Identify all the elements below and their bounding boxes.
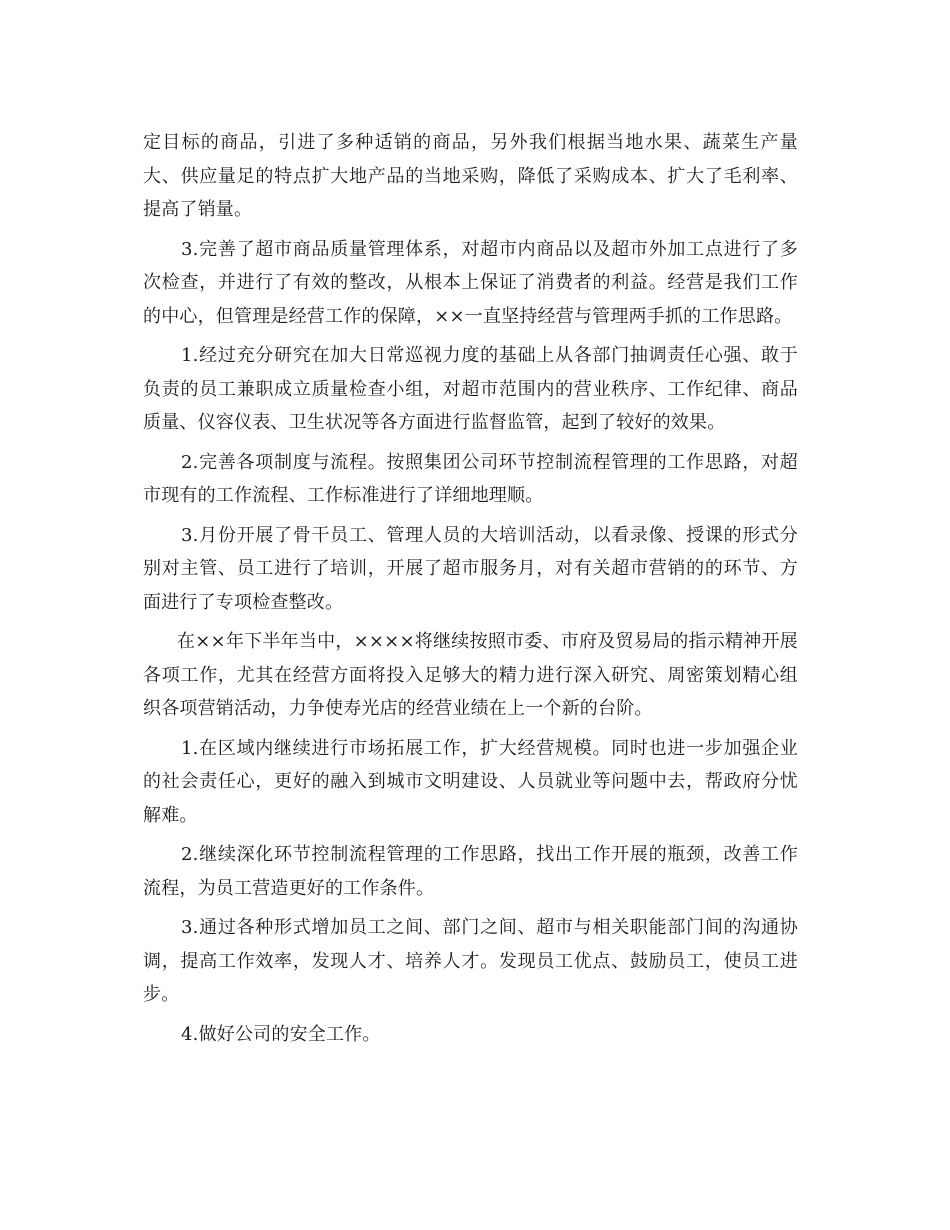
- paragraph-item-3-quality: 3.完善了超市商品质量管理体系，对超市内商品以及超市外加工点进行了多次检查，并进行了有效的整改，从根本上保证了消费者的利益。经营是我们工作的中心，但管理是经营工作的保障，××一直坚持经营与管理两手抓的工作思路。: [143, 238, 798, 327]
- paragraph-plan-2: 2.继续深化环节控制流程管理的工作思路，找出工作开展的瓶颈，改善工作流程，为员工营造更好的工作条件。: [143, 844, 798, 899]
- paragraph-plan-4: 4.做好公司的安全工作。: [181, 1023, 381, 1045]
- paragraph-plan-1: 1.在区域内继续进行市场拓展工作，扩大经营规模。同时也进一步加强企业的社会责任心，更好的融入到城市文明建设、人员就业等问题中去，帮政府分忧解难。: [143, 737, 798, 826]
- paragraph-item-1-inspection: 1.经过充分研究在加大日常巡视力度的基础上从各部门抽调责任心强、敢于负责的员工兼职成立质量检查小组，对超市范围内的营业秩序、工作纪律、商品质量、仪容仪表、卫生状况等各方面进行监督监管，起到了较好的效果。: [143, 345, 798, 433]
- paragraph-plan-intro: 在××年下半年当中，××××将继续按照市委、市府及贸易局的指示精神开展各项工作，尤其在经营方面将投入足够大的精力进行深入研究、周密策划精心组织各项营销活动，力争使寿光店的经营业绩在上一个新的台阶。: [143, 631, 798, 719]
- paragraph-item-3-training: 3.月份开展了骨干员工、管理人员的大培训活动，以看录像、授课的形式分别对主管、员工进行了培训，开展了超市服务月，对有关超市营销的的环节、方面进行了专项检查整改。: [143, 524, 798, 613]
- paragraph-item-2-process: 2.完善各项制度与流程。按照集团公司环节控制流程管理的工作思路，对超市现有的工作流程、工作标准进行了详细地理顺。: [143, 451, 798, 506]
- paragraph-continued: 定目标的商品，引进了多种适销的商品，另外我们根据当地水果、蔬菜生产量大、供应量足的特点扩大地产品的当地采购，降低了采购成本、扩大了毛利率、提高了销量。: [143, 132, 798, 220]
- paragraph-plan-3: 3.通过各种形式增加员工之间、部门之间、超市与相关职能部门间的沟通协调，提高工作效率，发现人才、培养人才。发现员工优点、鼓励员工，使员工进步。: [143, 917, 798, 1005]
- document-body: [143, 126, 798, 1057]
